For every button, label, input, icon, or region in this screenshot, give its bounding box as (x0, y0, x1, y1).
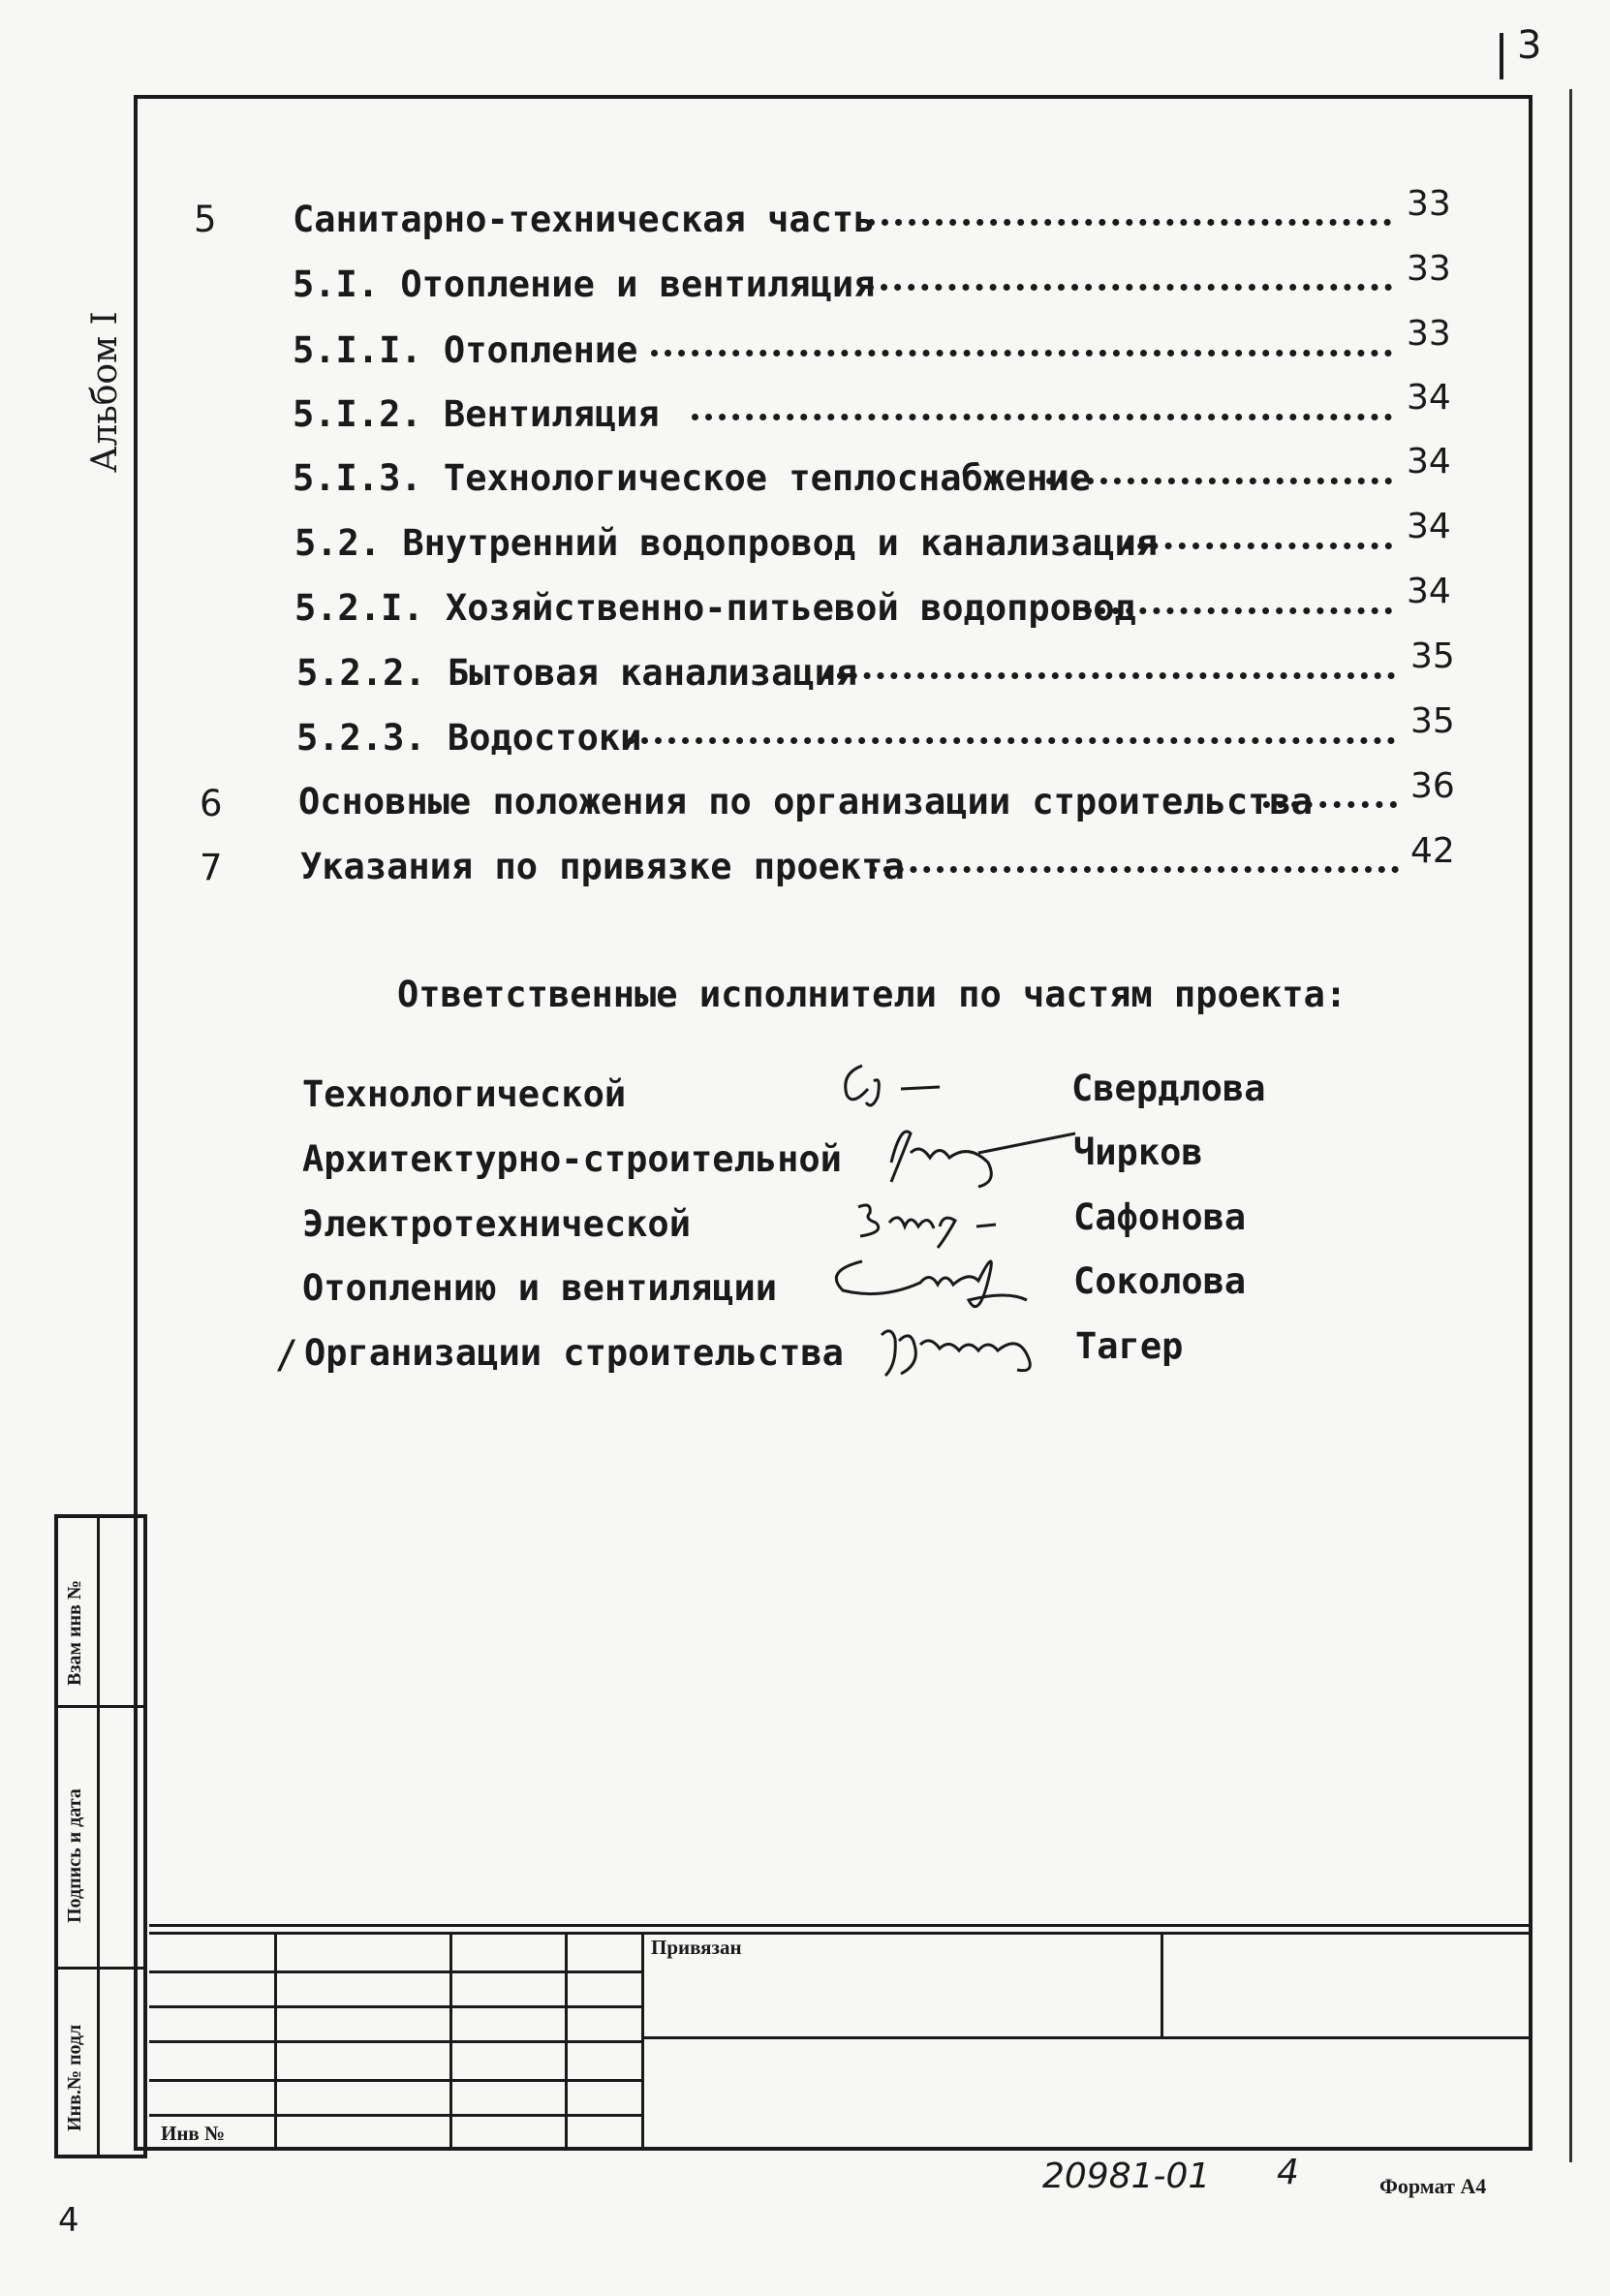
toc-title: 5.I.I. Отопление (293, 329, 638, 371)
toc-page: 34 (1407, 378, 1451, 418)
inv-no-label: Инв № (161, 2122, 226, 2145)
responsible-role: Отоплению и вентиляции (302, 1267, 778, 1309)
toc-page: 33 (1407, 249, 1451, 289)
format-label: Формат А4 (1379, 2174, 1487, 2198)
corner-mark: 4 (58, 2201, 79, 2240)
toc-leader (1263, 801, 1397, 808)
toc-leader (692, 414, 1392, 420)
title-block-row (149, 2005, 643, 2008)
toc-title: 5.2.3. Водостоки (296, 717, 642, 759)
toc-leader (628, 737, 1395, 744)
toc-title: Указания по привязке проекта (300, 846, 905, 887)
toc-num: 7 (200, 847, 223, 888)
title-block-row (149, 2079, 643, 2082)
sheet-number: 4 (1277, 2153, 1299, 2192)
toc-page: 33 (1407, 314, 1451, 354)
toc-title: 5.2.I. Хозяйственно-питьевой водопровод (294, 587, 1136, 629)
tick-mark: / (275, 1333, 299, 1378)
title-block-top (149, 1924, 1533, 1927)
toc-leader (1124, 543, 1392, 549)
toc-title: 5.2. Внутренний водопровод и канализация (294, 522, 1159, 564)
toc-title: 5.I. Отопление и вентиляция (293, 264, 876, 305)
toc-row (200, 783, 223, 824)
toc-title: Санитарно-техническая часть (293, 199, 876, 240)
side-stamp-vzam: Взам инв № (64, 1580, 85, 1686)
responsible-role: Архитектурно-строительной (302, 1138, 842, 1180)
title-block-row (149, 1932, 1533, 1935)
side-stamp-divider (97, 1514, 100, 2158)
toc-page: 35 (1410, 701, 1455, 741)
responsible-name: Соколова (1073, 1260, 1247, 1302)
toc-page: 34 (1407, 442, 1451, 481)
title-block-row (149, 1970, 643, 1973)
responsible-role: Технологической (302, 1073, 627, 1115)
toc-page: 34 (1407, 572, 1451, 611)
toc-page: 36 (1410, 766, 1455, 806)
toc-leader (870, 866, 1399, 873)
signature-tager (872, 1306, 1056, 1393)
responsible-name: Чирков (1073, 1132, 1203, 1173)
title-block-row (149, 2114, 643, 2117)
toc-num: 5 (194, 199, 217, 240)
toc-title: 5.2.2. Бытовая канализация (296, 652, 858, 694)
toc-title: 5.I.3. Технологическое теплоснабжение (293, 457, 1092, 499)
toc-row (194, 199, 217, 240)
toc-leader (651, 350, 1392, 357)
album-label: Альбом I (85, 311, 125, 473)
page-number-bar (1500, 33, 1503, 79)
page-number: 3 (1517, 23, 1542, 68)
toc-leader (868, 219, 1391, 226)
title-block-row (149, 2040, 643, 2043)
toc-page: 34 (1407, 507, 1451, 546)
toc-leader (823, 672, 1395, 679)
signature-chirkov (862, 1114, 1085, 1192)
toc-title: 5.I.2. Вентиляция (293, 393, 660, 435)
side-stamp-divider (54, 1705, 147, 1708)
title-block-row (643, 2036, 1533, 2039)
title-block-divider (1161, 1932, 1163, 2036)
doc-code: 20981-01 (1042, 2156, 1211, 2196)
signature-sverdlova (833, 1046, 959, 1114)
toc-page: 42 (1410, 831, 1455, 871)
responsible-name: Сафонова (1073, 1196, 1247, 1238)
frame-right-edge (1569, 89, 1572, 2162)
side-stamp-podpis: Подпись и дата (64, 1788, 85, 1923)
toc-title: Основные положения по организации строительства (298, 781, 1313, 822)
responsible-role: Электротехнической (302, 1203, 691, 1245)
side-stamp-inv-podl: Инв.№ подл (64, 2024, 85, 2131)
responsible-role: Организации строительства (304, 1332, 844, 1374)
toc-leader (1046, 478, 1392, 484)
toc-num: 6 (200, 783, 223, 824)
responsible-name: Свердлова (1071, 1068, 1266, 1109)
toc-page: 35 (1410, 636, 1455, 676)
responsible-name: Тагер (1075, 1325, 1184, 1367)
responsible-header: Ответственные исполнители по частям проекта: (397, 974, 1347, 1015)
privyazan-label: Привязан (651, 1936, 742, 1959)
toc-page: 33 (1407, 184, 1451, 224)
toc-leader (867, 284, 1392, 291)
toc-row (200, 847, 223, 888)
toc-leader (1085, 607, 1392, 614)
side-stamp-divider (54, 1967, 147, 1970)
